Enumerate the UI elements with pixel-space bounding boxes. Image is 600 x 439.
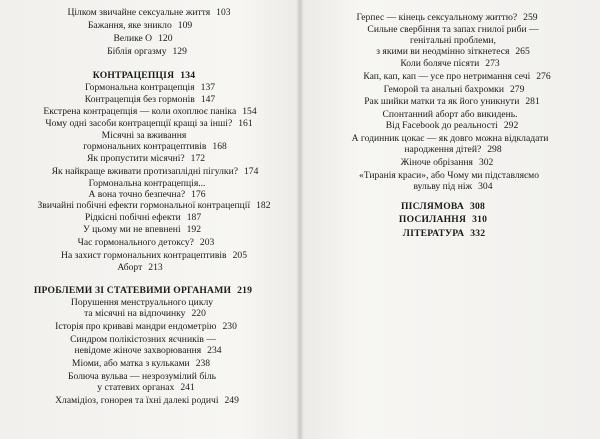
toc-page-number: 172 bbox=[190, 153, 206, 164]
toc-entry bbox=[85, 94, 215, 105]
toc-page-number: 182 bbox=[256, 200, 271, 211]
toc-entry bbox=[363, 71, 550, 82]
toc-page-number: 259 bbox=[523, 12, 538, 23]
toc-entry bbox=[67, 7, 230, 18]
toc-title: та місячні на відпочинку bbox=[84, 308, 186, 319]
toc-entry bbox=[88, 189, 205, 200]
toc-title: Біблія оргазму bbox=[107, 46, 167, 57]
toc-entry bbox=[72, 358, 210, 369]
toc-title: Герпес — кінець сексуальному життю? bbox=[356, 12, 518, 23]
toc-title: Цілком звичайне сексуальне життя bbox=[67, 7, 211, 18]
toc-title: Звичайні побічні ефекти гормональної контрацепції bbox=[37, 200, 251, 211]
toc-section-heading bbox=[34, 285, 252, 296]
toc-page-number: 147 bbox=[200, 94, 216, 105]
toc-page-number: 238 bbox=[195, 358, 211, 369]
toc-title: У цьому ми не впевнені bbox=[82, 224, 181, 235]
toc-title: Аборт bbox=[117, 262, 143, 273]
toc-title: Чому одні засоби контрацепції кращі за інші? bbox=[45, 118, 233, 129]
toc-page-number: 249 bbox=[224, 395, 239, 406]
toc-title: невідоме жіноче захворювання bbox=[74, 345, 202, 356]
toc-entry bbox=[74, 345, 221, 356]
toc-entry bbox=[386, 120, 518, 131]
toc-title: народження дітей? bbox=[404, 144, 482, 155]
toc-title: Спонтанний аборт або викидень. bbox=[382, 109, 518, 120]
toc-title: Сильне свербіння та запах гнилої риби — bbox=[367, 24, 539, 35]
toc-entry bbox=[71, 297, 213, 308]
toc-title: А годинник цокає — як довго можна відкладати bbox=[351, 133, 549, 144]
toc-entry bbox=[85, 82, 215, 93]
toc-entry bbox=[367, 24, 538, 35]
toc-entry bbox=[107, 46, 187, 57]
right-page bbox=[302, 0, 600, 439]
toc-entry bbox=[97, 382, 194, 393]
toc-page-number: 103 bbox=[216, 7, 231, 18]
toc-title: Від Facebook до реальності bbox=[385, 120, 498, 131]
toc-entry bbox=[376, 46, 530, 57]
toc-page-number: 332 bbox=[470, 228, 486, 239]
toc-page-number: 281 bbox=[525, 96, 540, 107]
left-page bbox=[0, 0, 298, 439]
toc-page-number: 134 bbox=[180, 70, 196, 81]
toc-entry bbox=[78, 237, 215, 248]
toc-section-heading bbox=[93, 70, 195, 81]
toc-entry bbox=[384, 84, 525, 95]
toc-title: Час гормонального детоксу? bbox=[77, 237, 194, 248]
toc-title: Гормональна контрацепція bbox=[84, 82, 195, 93]
toc-page-number: 154 bbox=[242, 106, 257, 117]
toc-entry bbox=[359, 170, 539, 181]
toc-entry bbox=[45, 118, 252, 129]
toc-title: Рідкісні побічні ефекти bbox=[84, 212, 181, 223]
toc-page-number: 129 bbox=[172, 46, 187, 57]
toc-entry bbox=[356, 12, 537, 23]
toc-entry bbox=[83, 141, 227, 152]
toc-title: Гормональна контрацепція... bbox=[88, 178, 206, 189]
toc-entry bbox=[84, 308, 206, 319]
toc-title: ЛІТЕРАТУРА bbox=[402, 228, 465, 239]
toc-title: Як пропустити місячні? bbox=[86, 153, 185, 164]
toc-title: Рак шийки матки та як його уникнути bbox=[364, 96, 520, 107]
toc-page-number: 187 bbox=[186, 212, 202, 223]
toc-entry bbox=[55, 321, 237, 332]
toc-title: генітальні проблеми, bbox=[410, 35, 496, 46]
toc-title: Кап, кап, кап — усе про нетримання сечі bbox=[363, 71, 531, 82]
toc-entry bbox=[401, 157, 494, 168]
toc-title: Бажання, яке зникло bbox=[87, 20, 172, 31]
toc-title: Синдром полікістозних яєчників — bbox=[70, 334, 216, 345]
toc-page-number: 304 bbox=[478, 181, 493, 192]
toc-page-number: 276 bbox=[536, 71, 551, 82]
toc-entry bbox=[85, 212, 201, 223]
toc-title: Велике О bbox=[113, 33, 153, 44]
toc-title: Хламідіоз, гонорея та їхні далекі родичі bbox=[55, 395, 219, 406]
toc-section-heading bbox=[401, 201, 485, 212]
toc-title: вульву під ніж bbox=[413, 181, 473, 192]
toc-page-number: 137 bbox=[200, 82, 216, 93]
toc-page-number: 234 bbox=[207, 345, 222, 356]
toc-page-number: 241 bbox=[180, 382, 195, 393]
toc-page-number: 109 bbox=[177, 20, 193, 31]
toc-entry bbox=[364, 96, 540, 107]
toc-entry bbox=[55, 395, 239, 406]
toc-entry bbox=[61, 250, 247, 261]
toc-page-number: 120 bbox=[158, 33, 173, 44]
toc-title: Місячні за вживання bbox=[101, 130, 187, 141]
toc-page-number: 298 bbox=[487, 144, 502, 155]
toc-page-number: 174 bbox=[243, 166, 259, 177]
toc-page-number: 205 bbox=[232, 250, 247, 261]
toc-entry bbox=[38, 200, 271, 211]
toc-entry bbox=[102, 130, 187, 141]
toc-title: Як найкраще вживати протизаплідні пігулки? bbox=[51, 166, 238, 177]
toc-section-heading bbox=[403, 228, 485, 239]
toc-entry bbox=[352, 133, 549, 144]
toc-entry bbox=[70, 334, 216, 345]
toc-title: На захист гормональних контрацептивів bbox=[61, 250, 227, 261]
toc-title: ПРОБЛЕМИ ЗІ СТАТЕВИМИ ОРГАНАМИ bbox=[33, 285, 232, 296]
toc-page-number: 219 bbox=[237, 285, 253, 296]
toc-entry bbox=[87, 153, 205, 164]
toc-page-number: 176 bbox=[191, 189, 206, 200]
toc-entry bbox=[117, 262, 162, 273]
toc-entry bbox=[413, 181, 492, 192]
toc-page-number: 203 bbox=[199, 237, 215, 248]
toc-page-number: 220 bbox=[191, 308, 206, 319]
toc-page-number: 168 bbox=[212, 141, 227, 152]
toc-page-number: 230 bbox=[222, 321, 237, 332]
toc-entry bbox=[83, 224, 201, 235]
toc-page-number: 308 bbox=[470, 201, 486, 212]
toc-page-number: 302 bbox=[478, 157, 494, 168]
toc-page-number: 273 bbox=[485, 58, 500, 69]
toc-entry bbox=[400, 58, 499, 69]
toc-title: Болюча вульва — незрозумілий біль bbox=[67, 371, 217, 382]
toc-title: КОНТРАЦЕПЦІЯ bbox=[92, 70, 175, 81]
toc-page-number: 292 bbox=[503, 120, 519, 131]
toc-page-number: 213 bbox=[148, 262, 163, 273]
toc-entry bbox=[114, 33, 173, 44]
toc-entry bbox=[404, 144, 501, 155]
toc-entry bbox=[410, 35, 496, 46]
toc-title: Геморой та анальні бахромки bbox=[383, 84, 504, 95]
toc-title: «Тиранія краси», або Чому ми підставляємо bbox=[358, 170, 540, 181]
toc-page-number: 265 bbox=[515, 46, 530, 57]
toc-entry bbox=[382, 109, 517, 120]
toc-title: Порушення менструального циклу bbox=[70, 297, 214, 308]
toc-page-number: 161 bbox=[238, 118, 253, 129]
toc-page-number: 192 bbox=[186, 224, 202, 235]
toc-title: Історія про криваві мандри ендометрію bbox=[55, 321, 217, 332]
toc-title: Контрацепція без гормонів bbox=[84, 94, 195, 105]
toc-title: гормональних контрацептивів bbox=[83, 141, 207, 152]
toc-title: у статевих органах bbox=[97, 382, 175, 393]
toc-title: Екстрена контрацепція — коли охоплює паніка bbox=[43, 106, 237, 117]
toc-section-heading bbox=[399, 214, 487, 225]
toc-title: Міоми, або матка з кульками bbox=[71, 358, 190, 369]
toc-entry bbox=[89, 178, 206, 189]
toc-title: Жіноче обрізання bbox=[400, 157, 473, 168]
toc-page-number: 310 bbox=[472, 214, 488, 225]
toc-title: А вона точно безпечна? bbox=[88, 189, 186, 200]
toc-entry bbox=[68, 371, 216, 382]
toc-title: з якими ви неодмінно зіткнетеся bbox=[376, 46, 510, 57]
toc-entry bbox=[88, 20, 192, 31]
toc-title: ПІСЛЯМОВА bbox=[400, 201, 465, 212]
toc-title: ПОСИЛАННЯ bbox=[398, 214, 467, 225]
toc-entry bbox=[43, 106, 256, 117]
toc-entry bbox=[52, 166, 259, 177]
toc-title: Коли боляче пісяти bbox=[400, 58, 480, 69]
toc-page-number: 279 bbox=[509, 84, 525, 95]
